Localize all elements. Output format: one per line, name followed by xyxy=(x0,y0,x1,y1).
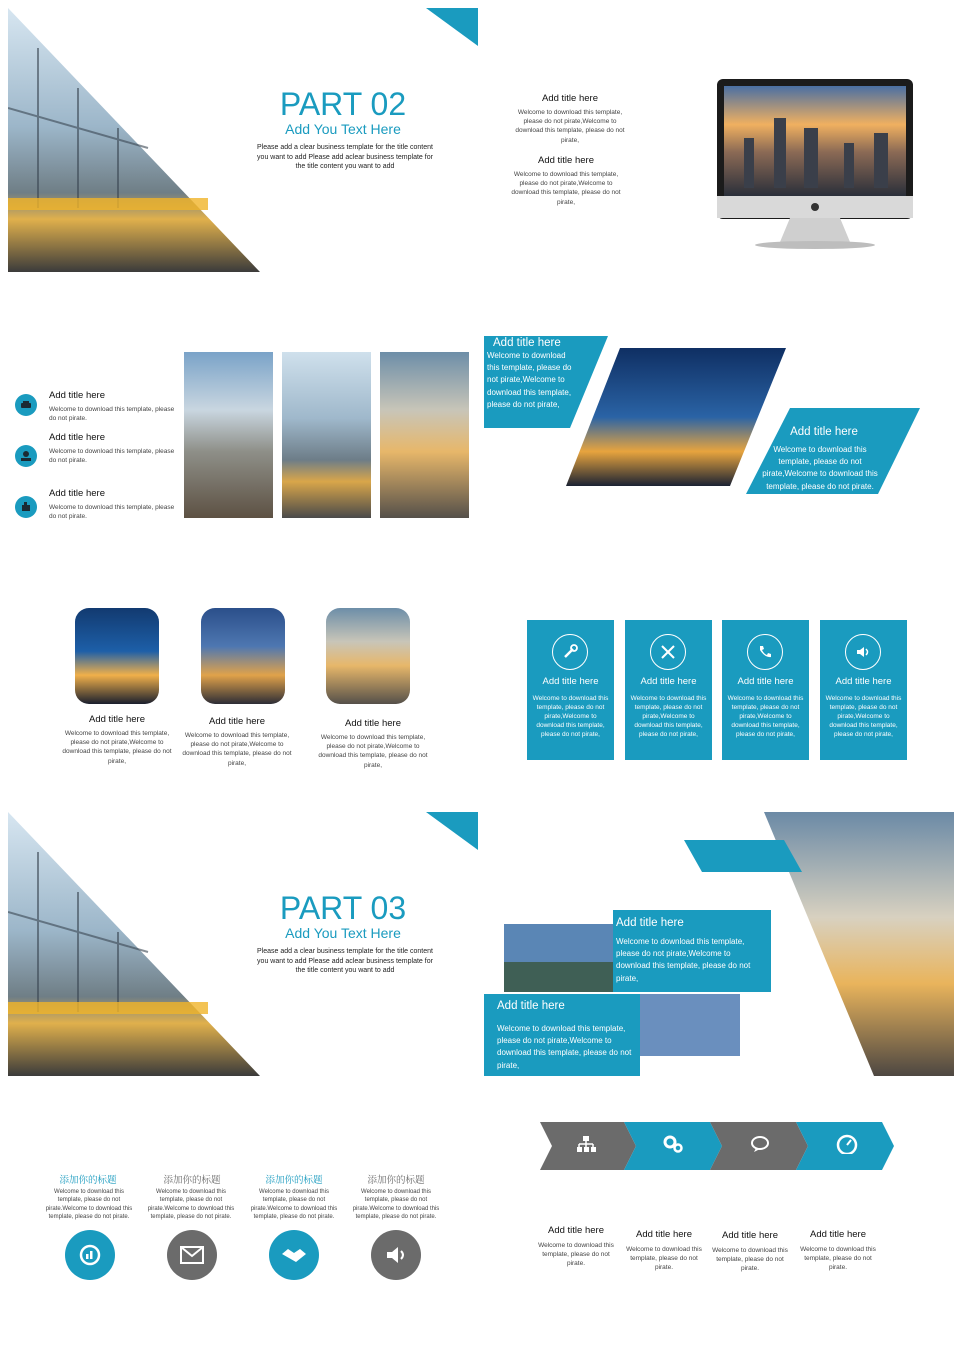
photo-caption-title: Add title here xyxy=(345,718,401,729)
street-photo xyxy=(184,352,273,518)
slide-arrow-process xyxy=(484,1094,954,1344)
sound-icon xyxy=(371,1230,421,1280)
feature-title: 添加你的标题 xyxy=(367,1175,425,1186)
org-chart-icon xyxy=(576,1135,596,1153)
speaker-icon xyxy=(845,634,881,670)
list-item-title: Add title here xyxy=(49,390,105,401)
feature-body: Welcome to download this template, please do not pirate.Welcome to download this template, please do not pirate. xyxy=(352,1189,440,1221)
bus-photo xyxy=(282,352,371,518)
card-title: Add title here xyxy=(640,676,697,687)
night-city-photo xyxy=(201,608,285,704)
step-body: Welcome to download this template, please do not pirate. xyxy=(712,1247,788,1273)
slide-parallelogram xyxy=(484,290,954,554)
step-title: Add title here xyxy=(548,1225,604,1236)
list-item-title: Add title here xyxy=(49,432,105,443)
parallelogram-shapes xyxy=(484,290,954,554)
box1-body: Welcome to download this template, please do not pirate,Welcome to download this template, please do not pirate, xyxy=(616,937,751,983)
list-item-body: Welcome to download this template, please do not pirate. xyxy=(49,406,175,423)
photo-caption-title: Add title here xyxy=(209,716,265,727)
user-icon xyxy=(15,445,37,467)
card-title: Add title here xyxy=(542,676,599,687)
photo-caption-body: Welcome to download this template, please do not pirate,Welcome to download this template, please do not pirate, xyxy=(318,734,428,769)
building-photo xyxy=(640,994,740,1056)
item-body: Welcome to download this template, please do not pirate,Welcome to download this template, please do not pirate, xyxy=(515,109,625,144)
feature-title: 添加你的标题 xyxy=(59,1175,117,1186)
card-body: Welcome to download this template, please do not pirate,Welcome to download this template, please do not pirate, xyxy=(825,695,902,738)
feature-body: Welcome to download this template, please do not pirate.Welcome to download this template, please do not pirate. xyxy=(250,1189,338,1221)
list-item-body: Welcome to download this template, please do not pirate. xyxy=(49,504,175,521)
box2-title: Add title here xyxy=(497,1000,565,1012)
slide-part-02 xyxy=(8,8,478,272)
card-body: Welcome to download this template, please do not pirate,Welcome to download this template, please do not pirate, xyxy=(727,695,804,738)
step-body: Welcome to download this template, please do not pirate. xyxy=(538,1242,614,1268)
chart-icon xyxy=(65,1230,115,1280)
crowd-photo xyxy=(380,352,469,518)
car-icon xyxy=(15,394,37,416)
card-body: Welcome to download this template, please do not pirate,Welcome to download this template, please do not pirate, xyxy=(532,695,609,738)
step-body: Welcome to download this template, please do not pirate. xyxy=(626,1246,702,1272)
item-title: Add title here xyxy=(538,155,594,166)
gauge-icon xyxy=(836,1134,858,1154)
photo-caption-body: Welcome to download this template, please do not pirate,Welcome to download this template, please do not pirate, xyxy=(62,730,172,765)
list-item-body: Welcome to download this template, please do not pirate. xyxy=(49,448,175,465)
feature-title: 添加你的标题 xyxy=(265,1175,323,1186)
office-photo-triangle xyxy=(8,812,478,1076)
box1-title: Add title here xyxy=(493,337,561,349)
part-body: Please add a clear business template for the title content you want to add Please add aclear business template for the title content you want to add xyxy=(257,948,433,974)
slide-collage xyxy=(484,812,954,1076)
step-title: Add title here xyxy=(810,1229,866,1240)
list-item-title: Add title here xyxy=(49,488,105,499)
corner-accent xyxy=(426,812,478,850)
icon-card xyxy=(722,620,809,760)
icon-card xyxy=(527,620,614,760)
feature-body: Welcome to download this template, please do not pirate.Welcome to download this template, please do not pirate. xyxy=(147,1189,235,1221)
monitor-image xyxy=(714,78,914,260)
part-title: PART 03 xyxy=(279,890,407,926)
slide-monitor xyxy=(484,8,954,272)
feature-body: Welcome to download this template, please do not pirate.Welcome to download this template, please do not pirate. xyxy=(45,1189,133,1221)
apple-logo-icon xyxy=(811,203,819,211)
card-title: Add title here xyxy=(737,676,794,687)
box2-title: Add title here xyxy=(790,426,858,438)
process-arrows xyxy=(484,1094,954,1184)
box1-body: Welcome to download this template, please do not pirate,Welcome to download this template, please do not pirate, xyxy=(487,351,572,409)
harbor-photo xyxy=(75,608,159,704)
box1-title: Add title here xyxy=(616,917,684,929)
step-body: Welcome to download this template, please do not pirate. xyxy=(800,1246,876,1272)
part-body: Please add a clear business template for the title content you want to add Please add aclear business template for the title content you want to add xyxy=(257,144,433,170)
mail-icon xyxy=(167,1230,217,1280)
box2-body: Welcome to download this template, please do not pirate,Welcome to download this template, please do not pirate, xyxy=(497,1024,632,1070)
icon-card xyxy=(625,620,712,760)
handshake-icon xyxy=(269,1230,319,1280)
part-subtitle: Add You Text Here xyxy=(285,925,401,941)
slide-rounded-photos xyxy=(8,574,478,774)
corner-accent xyxy=(426,8,478,46)
slide-part-03 xyxy=(8,812,478,1076)
item-title: Add title here xyxy=(542,93,598,104)
slide-circle-icons xyxy=(8,1094,478,1344)
skyline-photo xyxy=(764,812,954,1076)
part-title: PART 02 xyxy=(279,86,407,122)
wrench-icon xyxy=(552,634,588,670)
skyline-photo xyxy=(326,608,410,704)
photo-caption-body: Welcome to download this template, please do not pirate,Welcome to download this template, please do not pirate, xyxy=(182,732,292,767)
slide-icon-cards xyxy=(484,574,954,774)
part-subtitle: Add You Text Here xyxy=(285,121,401,137)
card-title: Add title here xyxy=(835,676,892,687)
gears-icon xyxy=(662,1134,684,1154)
hand-icon xyxy=(15,496,37,518)
tools-icon xyxy=(650,634,686,670)
feature-title: 添加你的标题 xyxy=(163,1175,221,1186)
photo-caption-title: Add title here xyxy=(89,714,145,725)
icon-card xyxy=(820,620,907,760)
step-title: Add title here xyxy=(722,1230,778,1241)
card-body: Welcome to download this template, please do not pirate,Welcome to download this template, please do not pirate, xyxy=(630,695,707,738)
box2-body: Welcome to download this template, please do not pirate,Welcome to download this template, please do not pirate. xyxy=(762,445,878,491)
office-photo-triangle xyxy=(8,8,478,272)
slide-icon-list xyxy=(8,290,478,554)
chat-icon xyxy=(750,1135,772,1153)
step-title: Add title here xyxy=(636,1229,692,1240)
item-body: Welcome to download this template, please do not pirate,Welcome to download this template, please do not pirate, xyxy=(511,171,621,206)
phone-icon xyxy=(747,634,783,670)
